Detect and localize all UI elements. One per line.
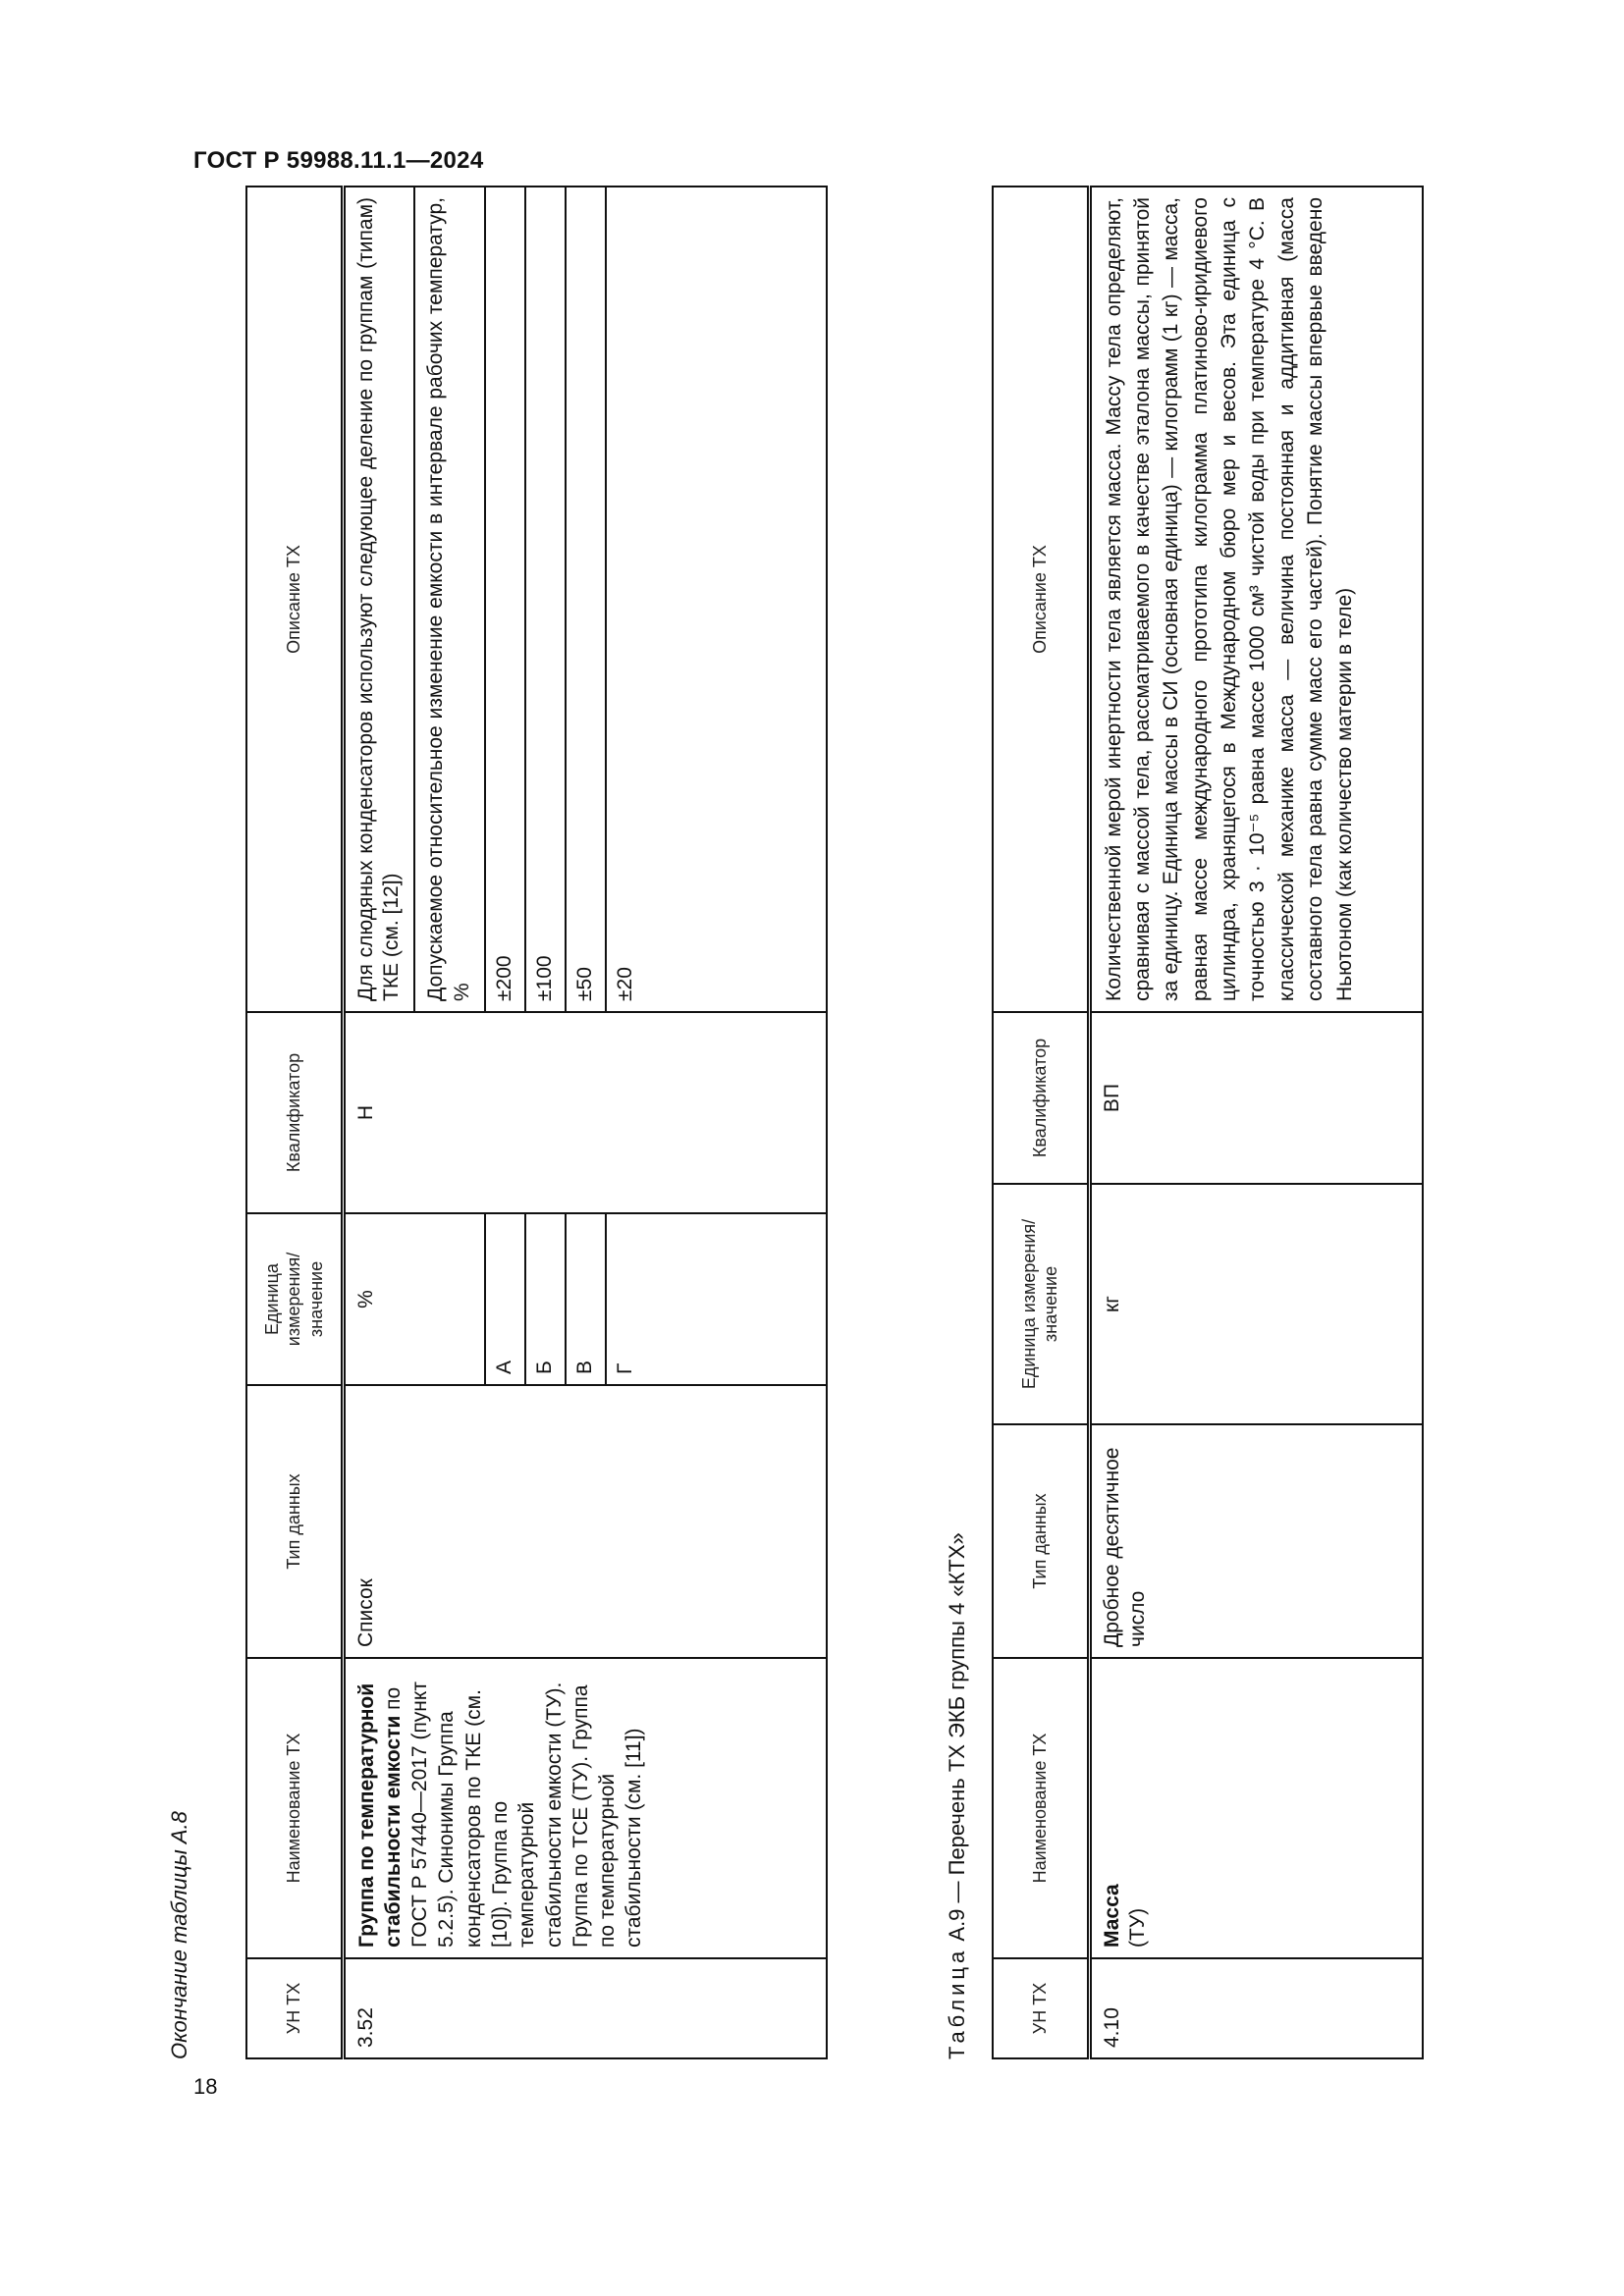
unit-cell: кг [1089,1184,1423,1424]
col-description: Описание ТХ [993,187,1089,1012]
un-cell: 3.52 [343,1958,827,2058]
table-a8 [245,186,828,2059]
document-code: ГОСТ Р 59988.11.1—2024 [193,147,484,174]
col-un: УН ТХ [993,1958,1089,2058]
description-cell: Количественной мерой инертности тела является масса. Массу тела определяют, сравнивая с массой тела, рассматриваемого в качестве эталона массы, принятой за единицу. Единица массы в СИ (основная единица) — килограмм (1 кг) — масса, равная массе международного прототипа килограмма платиново-иридиевого цилиндра, хранящегося в Международном бюро мер и весов. Эта единица с точностью 3 · 10⁻⁵ равна массе 1000 см³ чистой воды при температуре 4 °С. В классической механике масса — величина постоянная и аддитивная (масса составного тела равна сумме масс его частей). Понятие массы впервые введено Ньютоном (как количество материи в теле) [1089,187,1423,1012]
name-rest: по ГОСТ Р 57440—2017 (пункт 5.2.5). Синонимы Группа конденсаторов по ТКЕ (см. [10]). Группа по температурной стабильности емкости (ТУ). Группа по ТСЕ (ТУ). Группа по температурной стабильности (см. [11]) [381,1682,646,1948]
name-cell [343,1658,827,1958]
table-a8-caption: Окончание таблицы А.8 [167,1811,191,2059]
name-rest: (ТУ) [1126,1907,1150,1948]
group-value: ±20 [606,187,827,1012]
table-a9-block [945,189,1426,2059]
group-letter: А [485,1213,525,1385]
unit-cell: % [343,1213,485,1385]
type-cell: Список [343,1385,827,1658]
group-value: ±50 [566,187,606,1012]
type-cell: Дробное десятичное число [1089,1424,1423,1658]
col-un: УН ТХ [246,1958,343,2058]
group-letter: Г [606,1213,827,1385]
col-type: Тип данных [246,1385,343,1658]
name-cell [1089,1658,1423,1958]
table-a8-continuation [167,189,869,2059]
table-header-row [246,187,343,2058]
table-header-row [993,187,1089,2058]
table-caption-prefix: Таблица [945,1947,969,2059]
table-caption-title: А.9 — Перечень ТХ ЭКБ группы 4 «КТХ» [945,1532,969,1942]
col-name: Наименование ТХ [993,1658,1089,1958]
name-bold: Группа по температурной стабильности емкости [354,1682,405,1948]
description-cell: Для слюдяных конденсаторов используют следующее деление по группам (типам) ТКЕ (см. [12]) [343,187,414,1012]
col-description: Описание ТХ [246,187,343,1012]
group-letter: Б [525,1213,566,1385]
col-unit: Единица измерения/ значение [246,1213,343,1385]
un-cell: 4.10 [1089,1958,1423,2058]
col-unit: Единица измерения/ значение [993,1184,1089,1424]
col-qualifier: Квалификатор [246,1012,343,1213]
group-value: ±200 [485,187,525,1012]
table-a9-caption [945,1532,970,2059]
table-row [1089,187,1423,2058]
description-cell: Допускаемое относительное изменение емкости в интервале рабочих температур, % [414,187,485,1012]
qualifier-cell: ВП [1089,1012,1423,1184]
table-a9 [992,186,1424,2059]
col-qualifier: Квалификатор [993,1012,1089,1184]
col-type: Тип данных [993,1424,1089,1658]
page-number: 18 [193,2074,218,2099]
group-letter: В [566,1213,606,1385]
qualifier-cell: Н [343,1012,827,1213]
group-value: ±100 [525,187,566,1012]
table-row [343,187,414,2058]
col-name: Наименование ТХ [246,1658,343,1958]
name-bold: Масса [1100,1884,1123,1948]
